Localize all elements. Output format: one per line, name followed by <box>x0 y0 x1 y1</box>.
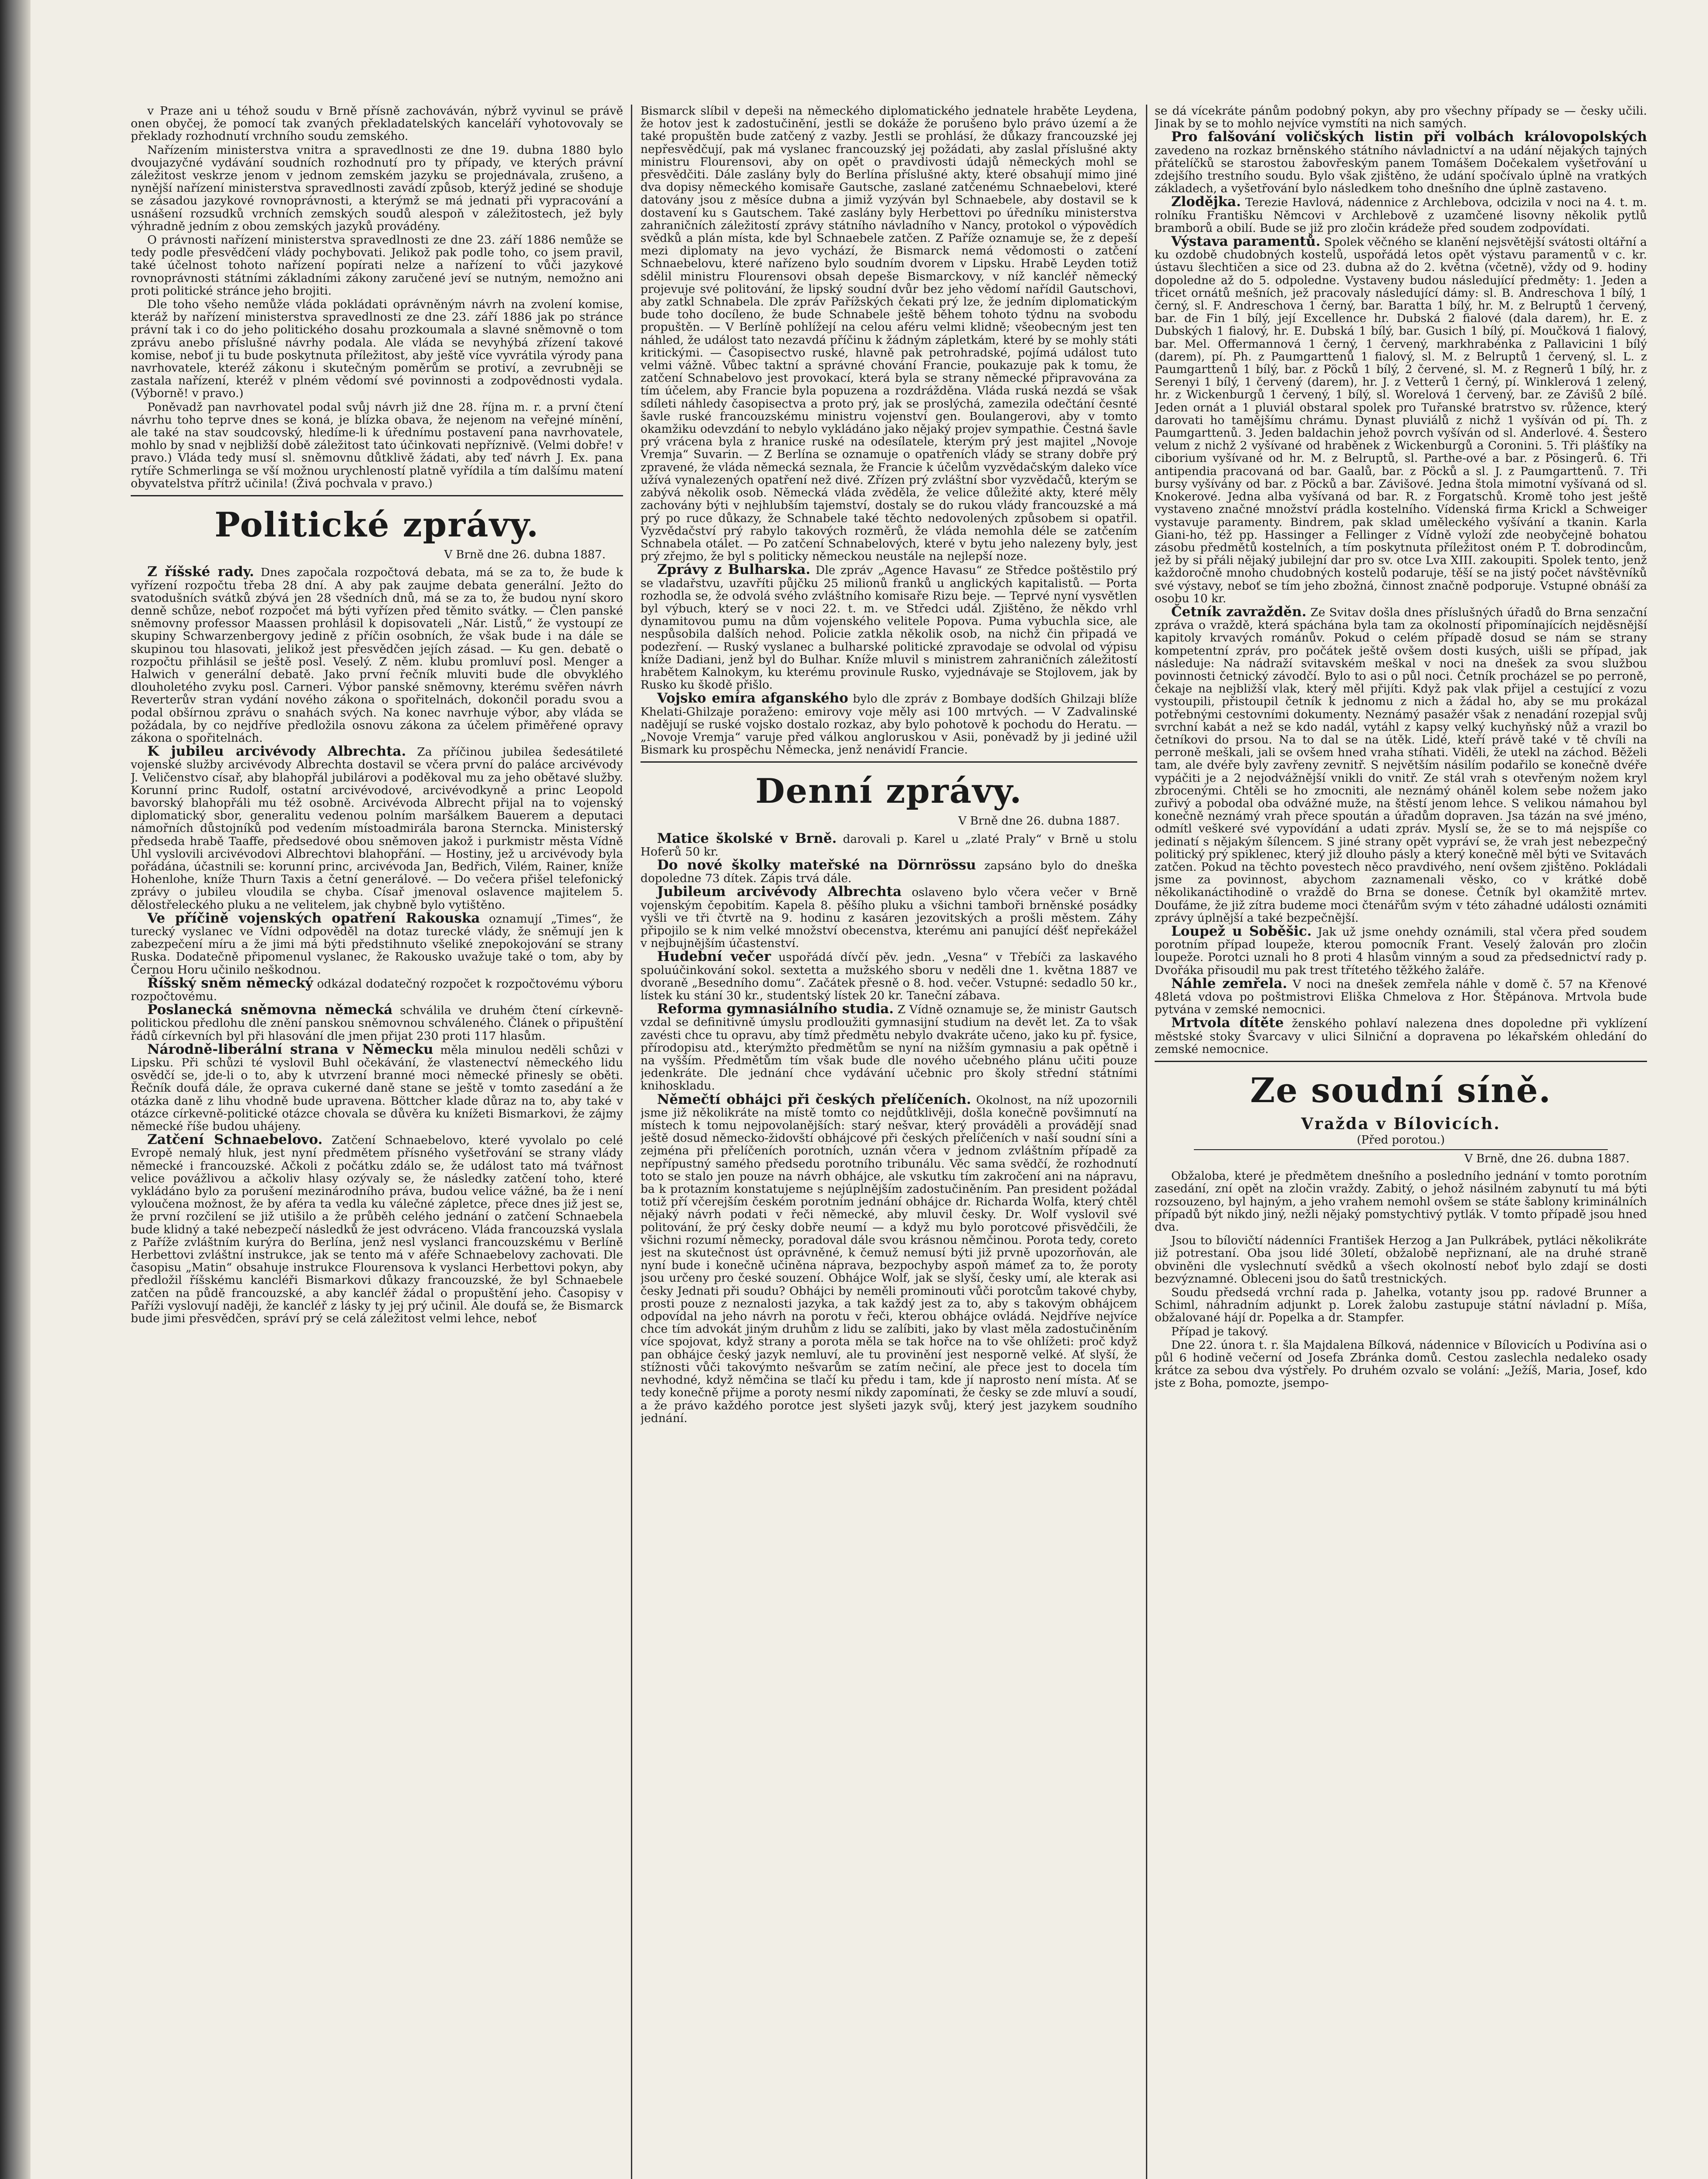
news-item <box>1155 606 1647 924</box>
dateline: V Brně dne 26. dubna 1887. <box>444 548 606 562</box>
news-item <box>1155 131 1647 195</box>
news-item <box>131 1134 623 1325</box>
item-text: darovali p. Karel u „zlaté Praly“ v Brně u stolu Hoferů 50 kr. <box>640 832 1137 859</box>
column-rule <box>631 105 632 2179</box>
news-item <box>640 692 1137 756</box>
item-text: Terezie Havlová, nádennice z Archlebova, odcizila v noci na 4. t. m. rolníku Františku Němcovi v Archlebově z uzamčené lisovny několik pytlů bramborů a obilí. Bude se již pro zločin krádeže před soudem zodpovídati. <box>1155 196 1647 235</box>
item-heading: Z říšské rady. <box>147 564 254 580</box>
section-divider <box>1155 1061 1647 1062</box>
news-item <box>1155 977 1647 1016</box>
item-text: Okolnost, na níž upozornili jsme již několikráte na místě tomto co nejdůtklivěji, došla konečně povšimnutí na místech k tomu nejpovolanějších: starý nešvar, který prováděli a provádějí snad ještě dosud německo-židovští obhájcové při českých přelíčeních v naší soudní síni a zejména při přelíčeních porotních, uznán včera v jednom zvláštním případě za nepřípustný samého předsedu porotního tribunálu. Věc sama svědčí, že rozhodnutí toto se stalo jen pouze na návrh obhájce, ale vskutku tím zakročení ani na nápravu, ba k protazním konstatujeme s nejúplnějším zadostučiněním. Pan president požádal totiž pří včerejším českém porotním jednání obhájce dr. Richarda Wolfa, který chtěl nějaký návrh podati v řeči německé, aby mluvil česky. Dr. Wolf vyslovil své politování, že prý česky dobře neumí — a když mu bylo porotcové přisvědčili, že všichni rozumí německy, poradoval dále svou krásnou němčinou. Porota tedy, coreto jest na skutečnost úst oprávněné, k čemuž nemusí býti již prvně upozorňován, ale nyní bude i konečně učiněna náprava, bezpochyby aspoň mámeť za to, že poroty jsou určeny pro české souzení. Obhájce Wolf, jak se slyší, česky umí, ale kterak asi česky Jednati při soudu? Obhájci by neměli prominouti vůči porotcům takové chyby, prosti pouze z neznalosti jazyka, a tak každý jest za to, aby s takovým obhájcem odpovídal na jeho návrh na porotu v řeči, kterou obhájce ovládá. Nejdříve nejvíce chce tím advokát jiným druhům z lidu se zalíbiti, jako by vlast měla zadostučiněním více spojovat, když strany a porota měla se tak hořce na to vše ohlížeti: proč když pan obhájce český jazyk nemluví, ale tu provinění jest nesporně velké. Ať slyší, že stížnosti vůči takovýmto nešvarům se zatím nečiní, ale přece jest to docela tím nevhodné, když němčina se tlačí ku předu i tam, kde jí naprosto není místa. Ať se tedy konečně přijme a poroty nesmí nikdy zapomínati, že česky se zde mluví a soudí, a že právo každého porotce jest slyšeti jazyk svůj, který jest jazykem soudního jednání. <box>640 1093 1137 1425</box>
item-text: měla minulou neděli schůzi v Lipsku. Při schůzi té vyslovil Buhl očekávání, že vlastenectví německého lidu osvědčí se, jde-li o to, aby k utvrzení branné moci německé přinesly se oběti. Řečník doufá dále, že oprava cukerné daně stane se ještě v tomto zasedání a že otázka daně z lihu vhodně bude upravena. Böttcher klade důraz na to, aby také v otázce církevně-politické otázce chovala se důvěra ku knížeti Bismarkovi, že zájmy německé říše budou uhájeny. <box>131 1043 623 1134</box>
item-text: zavedeno na rozkaz brněnského státního návladnictví a na udání nějakých tajných přátelíčků se starostou žabovřeským panem Tomášem Dočekalem vyšetřování u zdejšího trestního soudu. Bylo však zjištěno, že udání spočívalo úplně na vratkých základech, a vyšetřování bylo následkem toho dnešního dne úplně zastaveno. <box>1155 143 1647 196</box>
news-item <box>131 977 623 1003</box>
item-text: uspořádá dívčí pěv. jedn. „Vesna“ v Třebíči za laskavého spoluúčinkování sokol. sextetta a mužského sboru v neděli dne 1. května 1887 ve dvoraně „Besedního domu“. Začátek přesně o 8. hod. večer. Vstupné: sedadlo 50 kr., lístek ku stání 30 kr., studentský lístek 20 kr. Taneční zábava. <box>640 950 1137 1002</box>
item-text: oznamují „Times“, že turecký vyslanec ve Vídni odpověděl na dotaz turecké vlády, že sněmují jen k zabezpečení míru a že jimi má býti předstihnuto všeliké znepokojování se strany Ruska. Dodatečně připomenul vyslanec, že Rakousko uvažuje také o tom, aby by Černou Horu učinilo neškodnou. <box>131 912 623 977</box>
column-1 <box>131 105 623 2179</box>
item-text: oslaveno bylo včera večer v Brně vojenským čepobitím. Kapela 8. pěšího pluku a všichni tamboři brněnské posádky vyšli ve tři čtvrtě na 9. hodinu z kasáren jezovitských a prošli městem. Záhy připojilo se k nim velké množství obecenstva, kterému ani panující déšť nepřekážel v nejbujnějším účastenství. <box>640 886 1137 950</box>
news-item <box>640 859 1137 885</box>
item-text: zapsáno bylo do dneška dopoledne 73 dítek. Zápis trvá dále. <box>640 859 1137 886</box>
news-item <box>640 832 1137 858</box>
item-text: Ze Svitav došla dnes příslušných úřadů do Brna senzační zpráva o vraždě, která spáchána byla tam za okolností připomínajících nejděsnější kapitoly krvavých románův. Pokud o celém případě dosud se nám se strany kompetentní zpráv, pro počátek ještě ovšem dosti kusých, uišli se případ, jak následuje: Na nádraží svitavském meškal v noci na dnešek za svou službou povinnosti četnický závodčí. Bylo to asi o půl noci. Četník procházel se po perroně, čekaje na nejbližší vlak, který měl přijíti. Když pak vlak přijel a cestující z vozu vystoupili, přistoupil četník k jednomu z nich a žádal ho, aby se mu prokázal potřebnými cestovními dokumenty. Neznámý pasažér však z nenadání rozepjal svůj svrchní kabát a než se kdo nadál, vytáhl z kapsy velký kuchyňský nůž a vrazil bo četníkovi do prsou. Na to dal se na útěk. Lidé, kteří právě také v tě chvíli na perroně meškali, jali se ovšem hned vraha stíhati. Viděli, že utekl na záchod. Běželi tam, ale dvéře byly zavřeny zevnitř. S největším násilím podařilo se konečně dvéře vypáčiti je a 2 nejodvážnější vnikli do vnitř. Ze stál vrah s otevřeným nožem kryl zbrocenými. Chtěli se ho zmocniti, ale neznámý oháněl kolem sebe nožem jako zuřivý a pobodal oba odvážné muže, na štěstí jenom lehce. S velikou námahou byl konečně neznámý vrah přece spoután a úřadům dopraven. Jsa tázán na své jméno, odmítl veškeré své vypovídání a udati zpráv. Myslí se, že se to má nejspíše co jedinatí s nějakým šílencem. S jiné strany opět vypráví se, že vrah jest nebezpečný politický prý spiklenec, který již dlouho pásly a který konečně měl býti ve Svitavách zatčen. Pokud na těchto povestech něco pravdivého, není ovšem zjištěno. Pokládali jsme za povinnost, abychom zaznamenali věsko, co v krátké době několikanáctihodině o vraždě do Brna se donese. Četník byl okamžitě mrtev. Doufáme, že již zítra budeme moci čtenářům svým v této záhadné události oznámiti zprávy úplnější a také bezpečnější. <box>1155 605 1647 925</box>
paragraph: Dle toho všeho nemůže vláda pokládati oprávněným návrh na zvolení komise, kteráž by nařízení ministerstva spravedlnosti ze dne 23. září 1886 jak po stránce právní tak i co do jeho politického dosahu prozkoumala a slavné sněmovně o tom zprávu anebo příslušné návrhy podala. Ale vláda se nevyhýbá zřízení takové komise, neboť ji tu bude poskytnuta příležitost, aby ještě více vyvrátila výrody pana navrhovatele, kteréž zákonu i skutečným poměrům se protiví, a zevrubněji se zastala nařízení, kteréž v plném vědomí své povinnosti a zodpovědnosti vydala. (Výborně! v pravo.) <box>131 298 623 401</box>
paragraph: O právnosti nařízení ministerstva spravedlnosti ze dne 23. září 1886 nemůže se tedy podle přesvědčení vlády pochybovati. Jelikož pak podle toho, co jsem pravil, také účelnost tohoto nařízení popírati nelze a nařízení to vůči jazykové rovnoprávnosti státními základními zákony zaručené jeví se nutným, nemožno ani proti politické stránce jeho brojiti. <box>131 233 623 298</box>
item-heading: Pro falšování voličských listin při volbách královopolských <box>1171 129 1647 145</box>
item-heading: Říšský sněm německý <box>147 975 313 991</box>
item-text: Jak už jsme onehdy oznámili, stal včera před soudem porotním případ loupeže, kterou pomocník Frant. Veselý žalován pro zločin loupeže. Porotci uznali ho 8 proti 4 hlasům vinným a soud za předsednictví rady p. Dvořáka přisoudil mu pak trest třítetého těžkého žaláře. <box>1155 925 1647 977</box>
article-divider <box>1194 1149 1608 1150</box>
section-title-politicke-zpravy: Politické zprávy. <box>214 505 539 545</box>
item-heading: Zlodějka. <box>1171 194 1241 210</box>
column-2 <box>640 105 1137 2179</box>
paragraph: Poněvadž pan navrhovatel podal svůj návrh již dne 28. října m. r. a první čtení návrhu toho teprve dnes se koná, je blízka obava, že nejenom na veřejné mínění, ale také na stav soudcovský, hledíme-li k úřednímu postavení pana navrhovatele, mohlo by snad v nejbližší době záležitost tato účinkovati nepříznivě. (Velmi dobře! v pravo.) Vláda tedy musí sl. sněmovnu důtklivě žádati, aby teď návrh J. Ex. pana rytíře Schmerlinga se vší možnou urychleností platně vyřídila a tím dalšímu matení obyvatelstva přítrž učinila! (Živá pochvala v pravo.) <box>131 400 623 490</box>
item-text: Za příčinou jubilea šedesátileté vojenské služby arcivévody Albrechta dostavil se včera první do paláce arcivévody J. Veličenstvo císař, aby blahopřál jubilárovi a poděkoval mu za jeho obětavé služby. Korunní princ Rudolf, ostatní arcivévodové, arcivévodkyně a princ Leopold bavorský blahopřáli mu též osobně. Arcivévoda Albrecht přijal na to vojenský diplomatický sbor, generalitu vedenou polním maršálkem Bauerem a deputaci námořních důstojníků pod vedením místoadmirála barona Sterncka. Ministerský předseda hrabě Taaffe, předsedové obou sněmoven jakož i purkmistr města Vídně Uhl vyslovili arcivévodovi Albrechtovi blahopřání. — Hostiny, jež u arcivévody byla pořádána, účastnili se: korunní princ, arcivévoda Jan, Bedřich, Vilém, Rainer, kníže Hohenlohe, kníže Thurn Taxis a četní generálové. — Do večera přišel telefonický zprávy o jubileu vloudila se chyba. Císař jmenoval oslavence majitelem 5. dělostřeleckého pluku a ne velitelem, jak chybně bylo vytištěno. <box>131 745 623 912</box>
article-title: Vražda v Bílovicích. <box>1301 1115 1501 1134</box>
item-heading: Četník zavražděn. <box>1171 604 1307 620</box>
section-divider <box>640 761 1137 763</box>
news-item <box>640 1093 1137 1425</box>
item-text: bylo dle zpráv z Bombaye dodších Ghilzaji blíže Khelati-Ghilzaje poraženo: emirovy voje měly asi 100 mrtvých. — V Zadvalinské nadějují se ruské vojsko dostalo rozkaz, aby bylo pohotově k pochodu do Heratu. — „Novoje Vremja“ varuje před válkou angloruskou v Asii, poněvadž by ji jediné užil Bismark ku prospěchu Německa, jenž nenávidí Francie. <box>640 692 1137 757</box>
column-rule <box>1146 105 1147 2179</box>
item-text: Dle zpráv „Agence Havasu“ ze Středce poštěstilo prý se vladařstvu, uzavříti půjčku 25 milionů franků u anglických kapitalistů. — Porta rozhodla se, že odvolá svého zvláštního komisaře Rizu beje. — Teprvé nyní vysvětlen byl výbuch, který se v noci 22. t. m. ve Středci udál. Zjištěno, že někdo vrhl dynamitovou pumu na dům vojenského velitele Popova. Puma vybuchla sice, ale nespůsobila dalších nehod. Policie zatkla několik osob, na nichž čin připadá ve podezření. — Ruský vyslanec a bulharské politické zpravodaje se odvolal od výpisu kníže Dadiani, jenž byl do Bulhar. Kníže mluvil s ministrem zahraničních záležitostí hrabětem Kalnokym, ku kterému provinule Rusko, vyjednávaje se Stojlovem, jak by Rusko ku škodě přišlo. <box>640 563 1137 692</box>
news-item <box>640 563 1137 691</box>
item-heading: Poslanecká sněmovna německá <box>147 1002 393 1018</box>
item-heading: Vojsko emíra afganského <box>657 690 848 706</box>
item-heading: Loupež u Soběšic. <box>1171 923 1312 939</box>
news-item <box>131 745 623 911</box>
news-item <box>1155 925 1647 977</box>
paragraph: Případ je takový. <box>1171 1324 1268 1338</box>
item-text: ženského pohlaví nalezena dnes dopoledne při vyklízení městské stoky Švarcavy v ulici Silniční a dopravena po lékařském ohledání do zemské nemocnice. <box>1155 1017 1647 1056</box>
paragraph: Soudu předsedá vrchní rada p. Jahelka, votanty jsou pp. radové Brunner a Schiml, náhradním adjunkt p. Lorek žalobu zastupuje státní návladní p. Míša, obžalované hájí dr. Popelka a dr. Stampfer. <box>1155 1286 1647 1325</box>
item-heading: Výstava paramentů. <box>1171 234 1321 250</box>
scanned-page-edge <box>0 0 30 2179</box>
item-heading: Němečtí obhájci při českých přelíčeních. <box>657 1091 971 1107</box>
item-heading: Ve příčině vojenských opatření Rakouska <box>147 910 480 926</box>
item-heading: K jubileu arcivévody Albrechta. <box>147 743 407 760</box>
news-item <box>640 1003 1137 1092</box>
news-item <box>640 950 1137 1002</box>
item-heading: Náhle zemřela. <box>1171 975 1288 991</box>
item-heading: Mrtvola dítěte <box>1171 1015 1284 1031</box>
paragraph: se dá vícekráte pánům podobný pokyn, aby pro všechny případy se — česky učili. Jinak by se to mohlo nejvíce vymstíti na nich samých. <box>1155 105 1647 131</box>
news-item <box>131 1043 623 1133</box>
dateline: V Brně dne 26. dubna 1887. <box>958 815 1120 828</box>
item-text: schválila ve druhém čtení církevně-politickou předlohu dle znění panskou sněmovnou schváleného. Článek o připuštění řádů církevních byl při hlasování dle jmen přijat 230 proti 117 hlasům. <box>131 1004 623 1043</box>
paragraph: Nařízením ministerstva vnitra a spravedlnosti ze dne 19. dubna 1880 bylo dvoujazyčné vydávání soudních rozhodnutí pro ty případy, ve kterých právní záležitost veskrze jenom v jednom zemském jazyku se projednávala, zrušeno, a nynější nařízení ministerstva spravedlnosti zavádí způsob, kterýž jediné se shoduje se zásadou jazykové rovnoprávnosti, a kterýmž se má jednati při vypracování a usnášení rozsudků vrchních zemských soudů alespoň v záležitostech, jež byly výhradně jedním z obou zemských jazyků provádény. <box>131 143 623 233</box>
paragraph: Bismarck slíbil v depeši na německého diplomatického jednatele hraběte Leydena, že hotov jest k zadostučinění, jestli se dokáže že porušeno bylo právo území a že také propuštěn bude zatčený z vazby. Jestli se prohlásí, že důkazy francouzské jej nepřesvědčují, pak má vyslanec francouzský jej požádati, aby zaslal příslušné akty ministru Flourensovi, aby on opět o pravdivosti údajů německých mohl se přesvědčiti. Dále zaslány byly do Berlína příslušné akty, které obsahují mimo jiné dva dopisy německého komisaře Gautsche, zaslané zatčenému Schnaebelovi, které datovány jsou z měsíce dubna a jimiž vyzýván byl Schnaebele, aby dostavil se k dostavení ku s Gautschem. Také zaslány byly Herbettovi po úředníku ministerstva zahraničních záležitostí zprávy státního návladního v Nancy, protokol o výpovědích svědků a plán místa, kde byl Schnaebele zatčen. Z Paříže oznamuje se, že z depeší mezi diplomaty na jevo vychází, že Bismarck nemá vědomosti o zatčení Schnaebelovu, které nařízeno bylo soudním dvorem v Lipsku. Hrabě Leyden totiž sdělil ministru Flourensovi obsah depeše Bismarckovy, v níž kancléř německý projevuje své politování, že lipský soudní dvůr bez jeho vědomí nařídil Gautschovi, aby zatkl Schnabela. Dle zpráv Pařížských čekati prý lze, že jedním diplomatickým bude toho docíleno, že bude Schnabele ještě během tohoto týdnu na svobodu propuštěn. — V Berlíně pohlížejí na celou aféru velmi klidně; všeobecným jest ten náhled, že událost tato nezavdá příčinu k žádným zápletkám, které by se mohly státi kritickými. — Časopisectvo ruské, hlavně pak petrohradské, pojímá událost tuto velmi vážně. Vůbec taktní a správné chování Francie, poukazuje pak k tomu, že zatčení Schnabelovo jest provokací, která byla se strany německé připravována za tím účelem, aby Francie byla popuzena a rozdrážděna. Vláda ruská nezdá se však sdíleti náhledy časopisectva a proto prý, jak se proslýchá, zamezila odečtání česnté šavle ruské francouzskému ministru vojenství gen. Boulangerovi, aby v tomto okamžiku odevzdání to nebylo vykládáno jako nějaký projev sympathie. Čestná šavle prý vrácena byla z hranice ruské na odesílatele, kterým prý jest majitel „Novoje Vremja“ Suvarin. — Z Berlína se oznamuje o opatřeních vlády se strany dobře prý zpravené, že vláda německá seznala, že Francie k účelům vyzvědačským daleko více užívá vynalezených opatření než divé. Zřízen prý zvláštní sbor vyzvědačů, kterým se zabývá několik osob. Německá vláda zvěděla, že velice důležité akty, které měly zachovány býti v nejhlubším tajemství, dostaly se do rukou vlády francouzské a má prý po ruce důkazy, že Schnabele také těchto nedovolených způsobem si opatřil. Vyzvědačství prý rabylo takových rozměrů, že vláda nemohla déle se zatčením Schnabela otálet. — Po zatčení Schnabelových, které v bytu jeho nalezeny byly, jest prý zřejmo, že byl s politicky německou neustále na nejlepší noze. <box>640 105 1137 563</box>
news-item <box>131 912 623 976</box>
item-heading: Do nové školky mateřské na Dörnrössu <box>657 857 976 873</box>
column-3 <box>1155 105 1647 2179</box>
item-text: odkázal dodatečný rozpočet k rozpočtovému výboru rozpočtovému. <box>131 977 623 1003</box>
item-text: Zatčení Schnaebelovo, které vyvolalo po celé Evropě nemalý hluk, jest nyní předmětem přísného vyšetřování se strany vlády německé i francouzské. Ačkoli z počátku zdálo se, že událost tato má tvářnost velice povážlivou a ačkoliv hlasy ozývaly se, že následky zatčení toho, které vykládáno bylo za porušení mezinárodního práva, budou velice vážné, ba že i není vyloučena možnost, že by aféra ta vedla ku válečné zápletce, přece dnes již jest se, že první rozčilení se již utišilo a že průběh celého jednání o zatčení Schnaebela bude klidný a také nebezpečí následků že jest odvráceno. Vláda francouzská vyslala z Paříže zvláštním kurýra do Berlína, jenž nesl vyslanci francouzskému v Berlíně Herbettovi zvláštní instrukce, jak se tento má v aféře Schnaebelovy zachovati. Dle časopisu „Matin“ obsahuje instrukce Flourensova k vyslanci Herbettovi pokyn, aby předložil říšskému kancléři Bismarkovi důkazy francouzské, že byl Schnaebele zatčen na půdě francouzské, a aby kancléř žádal o propuštění jeho. Časopisy v Paříži vyslovují naději, že kancléř z lásky ty jej prý učinil. Ale doufá se, že Bismarck bude jimi přesvědčen, správí prý se celá záležitost velmi lehce, neboť <box>131 1134 623 1326</box>
news-item <box>131 566 623 744</box>
item-heading: Zprávy z Bulharska. <box>657 562 810 578</box>
paragraph: Obžaloba, které je předmětem dnešního a posledního jednání v tomto porotním zasedání, zní opět na zločin vraždy. Zabitý, o jehož násilném zabynutí tu má býti rozsouzeno, byl hajným, a jeho vrahem nemohl ovšem se státe šablony kriminálních případů být nikdo jiný, nežli nějaký pomstychtivý pytlák. V tomto případě jsou hned dva. <box>1155 1169 1647 1234</box>
section-title-denni-zpravy: Denní zprávy. <box>755 771 1023 811</box>
item-text: V noci na dnešek zemřela náhle v domě č. 57 na Křenové 48letá vdova po poštmistrovi Eliška Chmelova z Hor. Štěpánova. Mrtvola bude pytvána v zemské nemocnici. <box>1155 977 1647 1017</box>
article-subtitle: (Před porotou.) <box>1357 1134 1445 1147</box>
section-divider <box>131 495 623 496</box>
item-heading: Hudební večer <box>657 949 771 965</box>
item-heading: Reforma gymnasiálního studia. <box>657 1001 894 1017</box>
section-title-ze-soudni-sine: Ze soudní síně. <box>1250 1071 1552 1111</box>
item-heading: Zatčení Schnaebelovo. <box>147 1132 323 1148</box>
item-text: Spolek věčného se klanění nejsvětější svátosti oltářní a ku ozdobě chudobných kostelů, uspořádá letos opět výstavu paramentů v c. kr. ústavu šlechtičen a sice od 23. dubna až do 2. května (včetně), vždy od 9. hodiny dopoledne až do 5. odpoledne. Vystaveny budou následující předměty: 1. Jeden a třicet ornátů mešních, jež pracovaly následující dámy: sl. B. Andreschova 1 bílý, 1 černý, sl. F. Andreschova 1 černý, bar. Baratta 1 bílý, hr. M. z Belruptů 1 červený, bar. de Fin 1 bílý, její Excellence hr. Dubská 2 fialové (dala darem), hr. E. z Dubských 1 fialový, hr. E. Dubská 1 bílý, bar. Gusich 1 bílý, pí. Moučková 1 fialový, bar. Mel. Offermannová 1 černý, 1 červený, markhrabénka z Pallavicini 1 bílý (darem), pí. Ph. z Paumgarttenů 1 fialový, sl. M. z Belruptů 1 červený, sl. L. z Paumgarttenů 1 bílý, bar. z Pöcků 1 bílý, 2 červené, sl. M. z Regnerů 1 bílý, hr. z Serenyi 1 bílý, 1 červený (darem), hr. J. z Vetterů 1 černý, pí. Winklerová 1 zelený, hr. z Wickenburgů 1 červený, 1 bílý, sl. Worelová 1 červený, bar. ze Závišů 2 bílé. Jeden ornát a 1 pluviál obstaral spolek pro Tuřanské bratrstvo sv. růžence, který darovati ho tamějšímu chrámu. Dynast pluviálů z nichž 1 vyšíván od pí. Th. z Paumgarttenů. 3. Jeden baldachin jehož povrch vyšíván od sl. Anderlové. 4. Šestero velum z nichž 2 vyšívané od hraběnek z Wickenburgů a Coronini. 5. Tři plášťíky na ciborium vyšívané od hr. M. z Belruptů, sl. Parthe-ové a bar. z Pösingerů. 6. Tři antipendia pracovaná od bar. Gaalů, bar. z Pöcků a sl. J. z Paumgarttenů. 7. Tři bursy vyšívány od bar. z Pöcků a bar. Závišové. Jedna štola mimotní vyšívaná od sl. Knokerové. Jedna alba vyšívaná od bar. R. z Forgatschů. Kromě toho jest ještě vystaveno značné množství prádla kostelního. Vídenská firma Krickl a Schweiger vystavuje paramenty. Bindrem, pak sklad uměleckého vyšívání a tkanin. Karla Giani-ho, též pp. Hassinger a Fellinger z Vídně vyloží zde neobyčejně bohatou zásobu předmětů kostelních, a tím poskytnuta příležitost oném P. T. dobrodincům, jež by si přáli nějaký jubilejní dar pro sv. otce Lva XIII. zakoupiti. Spolek tento, jenž každoročně mnoho chudobných kostelů podaruje, těší se na jistý počet návštěvníků své výstavy, neboť se tím jeho zbožná, činnost značně podporuje. Vstupné obnáší za osobu 10 kr. <box>1155 235 1647 605</box>
news-item <box>640 886 1137 950</box>
news-item <box>1155 235 1647 605</box>
news-item <box>131 1004 623 1042</box>
dateline: V Brně, dne 26. dubna 1887. <box>1464 1152 1630 1166</box>
item-text: Z Vídně oznamuje se, že ministr Gautsch vzdal se definitivně úmyslu prodloužiti gymnasijní studium na devět let. Za to však zavésti chce tu opravu, aby tímž předmětu nebylo dvakráte učeno, jako ku př. fysice, přírodopisu atd., kterýmžto předmětům se nyní na nižším gymnasiu a pak opětně i na vyšším. Předmětům tím však bude dle nového učebného plánu učiti pouze jedenkráte. Dle jednání chce vydávání učebnic pro školy střední státními knihoskladu. <box>640 1003 1137 1093</box>
item-heading: Matice školské v Brně. <box>657 830 837 846</box>
item-text: Dnes započala rozpočtová debata, má se za to, že bude k vyřízení rozpočtu třeba 28 dní. A aby pak zaujme debata generální. Ježto do svatodušních svátků zbývá jen 28 všedních dnů, má se za to, že budou nyní skoro denně schůze, neboť rozpočet má býti vyřízen před těmito svátky. — Člen panské sněmovny professor Maassen prohlásil k dopisovateli „Nár. Listů,“ že vystoupí ze skupiny Schwarzenbergovy jedině z příčin osobních, že však bude i na dále se skupinou tou hlasovati, jelikož jest přesvědčen jejích zásad. — Ku gen. debatě o rozpočtu přihlásil se ještě posl. Veselý. Z něm. klubu promluví posl. Menger a Halwich v generální debatě. Jako první řečník mluviti bude dle obvyklého dlouholetého zvyku posl. Carneri. Výbor panské sněmovny, kterému svěřen návrh Reverterův stran vydání nového zákona o spořitelnách, dokončil poradu svou a podal obšírnou zprávu o snahách svých. Na konec navrhuje výbor, aby vláda se požádala, by co nejdříve předložila osnovu zákona za účelem přiměřené opravy zákona o spořitelnách. <box>131 566 623 745</box>
item-heading: Národně-liberální strana v Německu <box>147 1041 434 1057</box>
item-heading: Jubileum arcivévody Albrechta <box>657 884 902 900</box>
news-item <box>1155 196 1647 234</box>
paragraph: Dne 22. února t. r. šla Majdalena Bílková, nádennice v Bílovicích u Podivína asi o půl 6 hodině večerní od Josefa Zbránka domů. Cestou zaslechla nedaleko osady krátce za sebou dva výstřely. Po druhém ozvalo se volání: „Ježíš, Maria, Josef, kdo jste z Boha, pomozte, jsempo- <box>1155 1338 1647 1390</box>
paragraph: Jsou to bílovičtí nádenníci František Herzog a Jan Pulkrábek, pytláci několikráte již potrestaní. Oba jsou lidé 30letí, obžalobě nepřiznaní, ale na druhé straně obviněni dle vyslechnutí svědků a všech okolností neboť bylo zdají se dosti bezvýznamné. Obleceni jsou do šatů trestnických. <box>1155 1234 1647 1286</box>
news-item <box>1155 1017 1647 1056</box>
paragraph: v Praze ani u téhož soudu v Brně přísně zachováván, nýbrž vyvinul se právě onen obyčej, že pomocí tak zvaných překladatelských kanceláří vyhotovovaly se překlady rozhodnutí vrchního soudu zemského. <box>131 105 623 143</box>
